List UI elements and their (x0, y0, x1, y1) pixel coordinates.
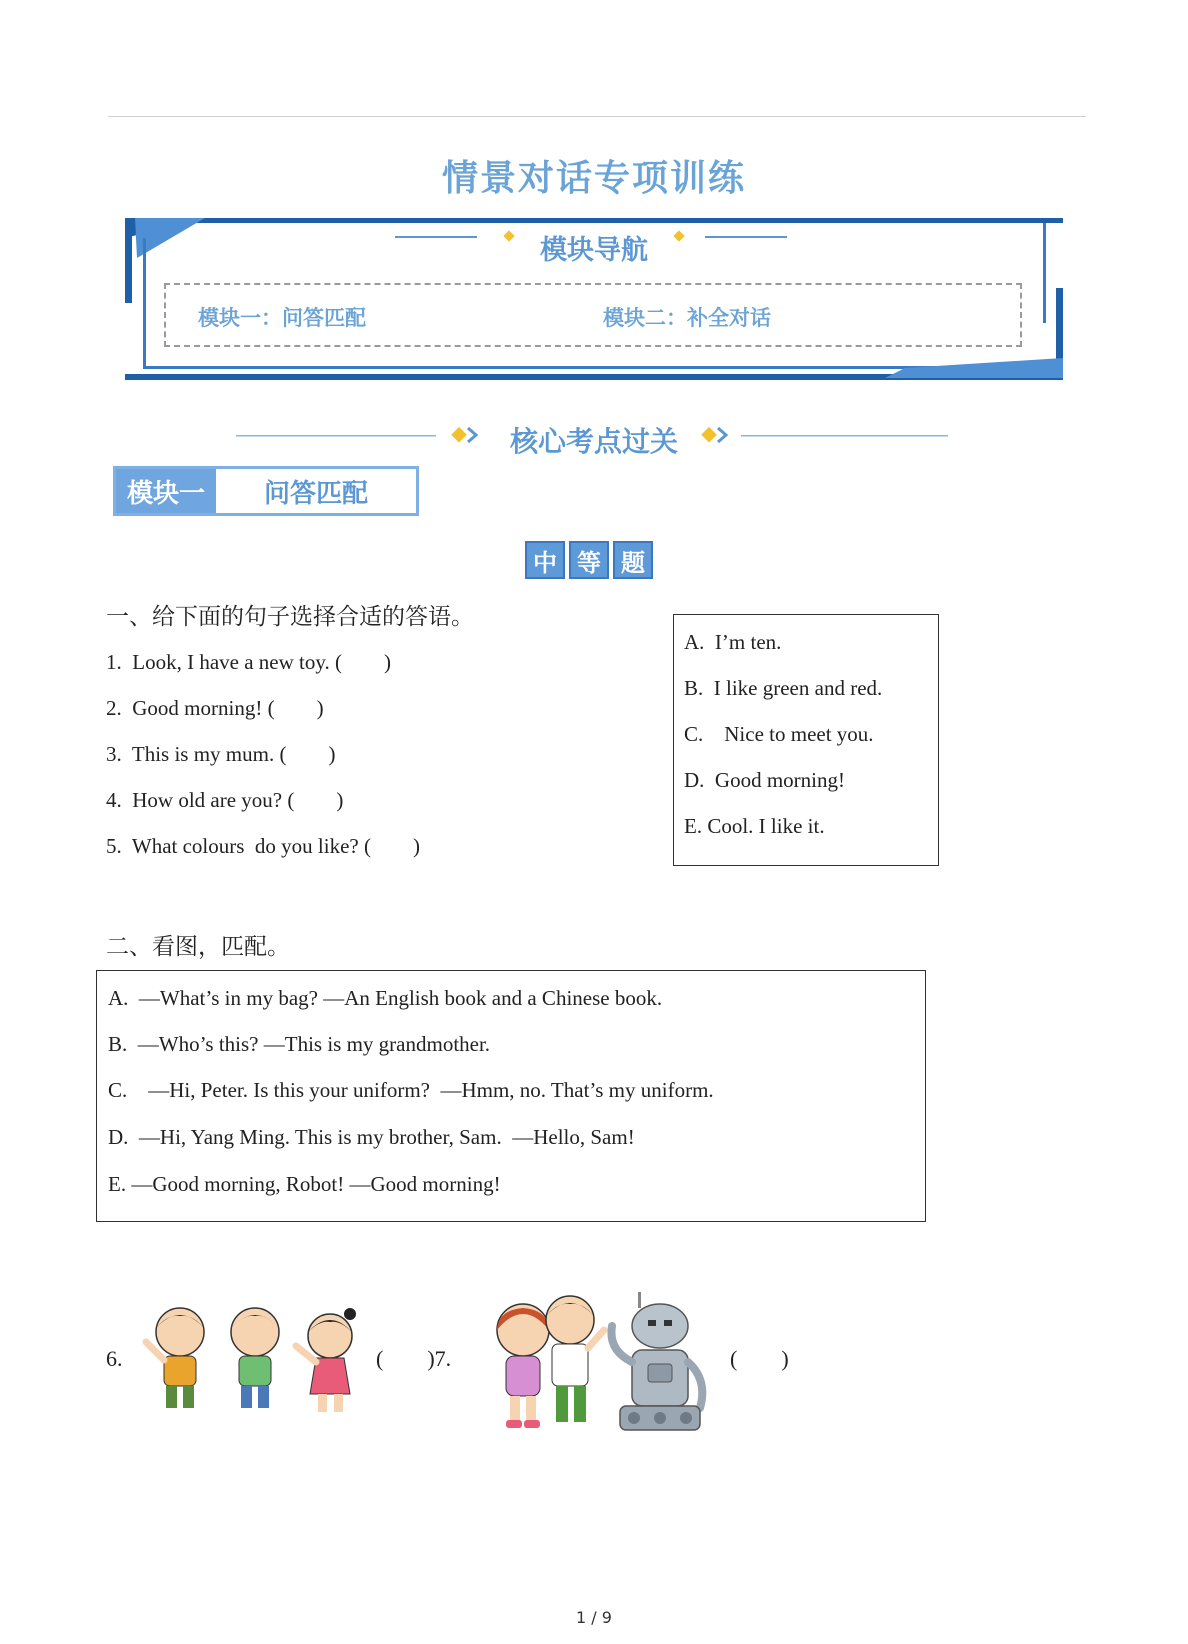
difficulty-char: 题 (613, 541, 653, 579)
dialogue-c: C. —Hi, Peter. Is this your uniform? —Hmm, no. That’s my uniform. (108, 1078, 714, 1102)
question-2: 2. Good morning! ( ) (106, 696, 324, 720)
dialogue-a: A. —What’s in my bag? —An English book and a Chinese book. (108, 986, 663, 1010)
difficulty-badge (525, 541, 653, 579)
core-heading: 核心考点过关 (509, 425, 678, 458)
option-a: A. I’m ten. (684, 630, 782, 654)
option-b: B. I like green and red. (684, 676, 883, 700)
module-nav-heading: 模块导航 (540, 235, 648, 266)
nav-item-module-1[interactable]: 模块一：问答匹配 (198, 305, 366, 330)
nav-item-module-2[interactable]: 模块二：补全对话 (603, 305, 771, 330)
header-rule (108, 116, 1086, 117)
dialogue-b: B. —Who’s this? —This is my grandmother. (108, 1032, 491, 1056)
option-d: D. Good morning! (684, 768, 845, 792)
section-2-heading: 二、看图，匹配。 (106, 934, 290, 960)
difficulty-char: 中 (525, 541, 565, 579)
module-tag-number: 模块一 (116, 469, 216, 513)
option-e: E. Cool. I like it. (684, 814, 825, 838)
three-kids-illustration (140, 1300, 370, 1420)
dialogue-d: D. —Hi, Yang Ming. This is my brother, Sam. —Hello, Sam! (108, 1125, 635, 1149)
dialogue-e: E. —Good morning, Robot! —Good morning! (108, 1172, 501, 1196)
page-number: 1 / 9 (576, 1608, 612, 1627)
question-7-answer-blank[interactable]: ( ) (730, 1346, 789, 1371)
kids-and-robot-illustration (488, 1290, 728, 1440)
module-tag (113, 466, 419, 516)
question-3: 3. This is my mum. ( ) (106, 742, 336, 766)
question-1: 1. Look, I have a new toy. ( ) (106, 650, 391, 674)
question-6-label: 6. (106, 1346, 123, 1371)
section-1-heading: 一、给下面的句子选择合适的答语。 (106, 604, 474, 630)
question-5: 5. What colours do you like? ( ) (106, 834, 420, 858)
question-6-answer-blank[interactable]: ( )7. (376, 1346, 452, 1371)
option-c: C. Nice to meet you. (684, 722, 874, 746)
difficulty-char: 等 (569, 541, 609, 579)
question-4: 4. How old are you? ( ) (106, 788, 344, 812)
document-title: 情景对话专项训练 (441, 157, 746, 199)
module-tag-name: 问答匹配 (263, 478, 368, 509)
